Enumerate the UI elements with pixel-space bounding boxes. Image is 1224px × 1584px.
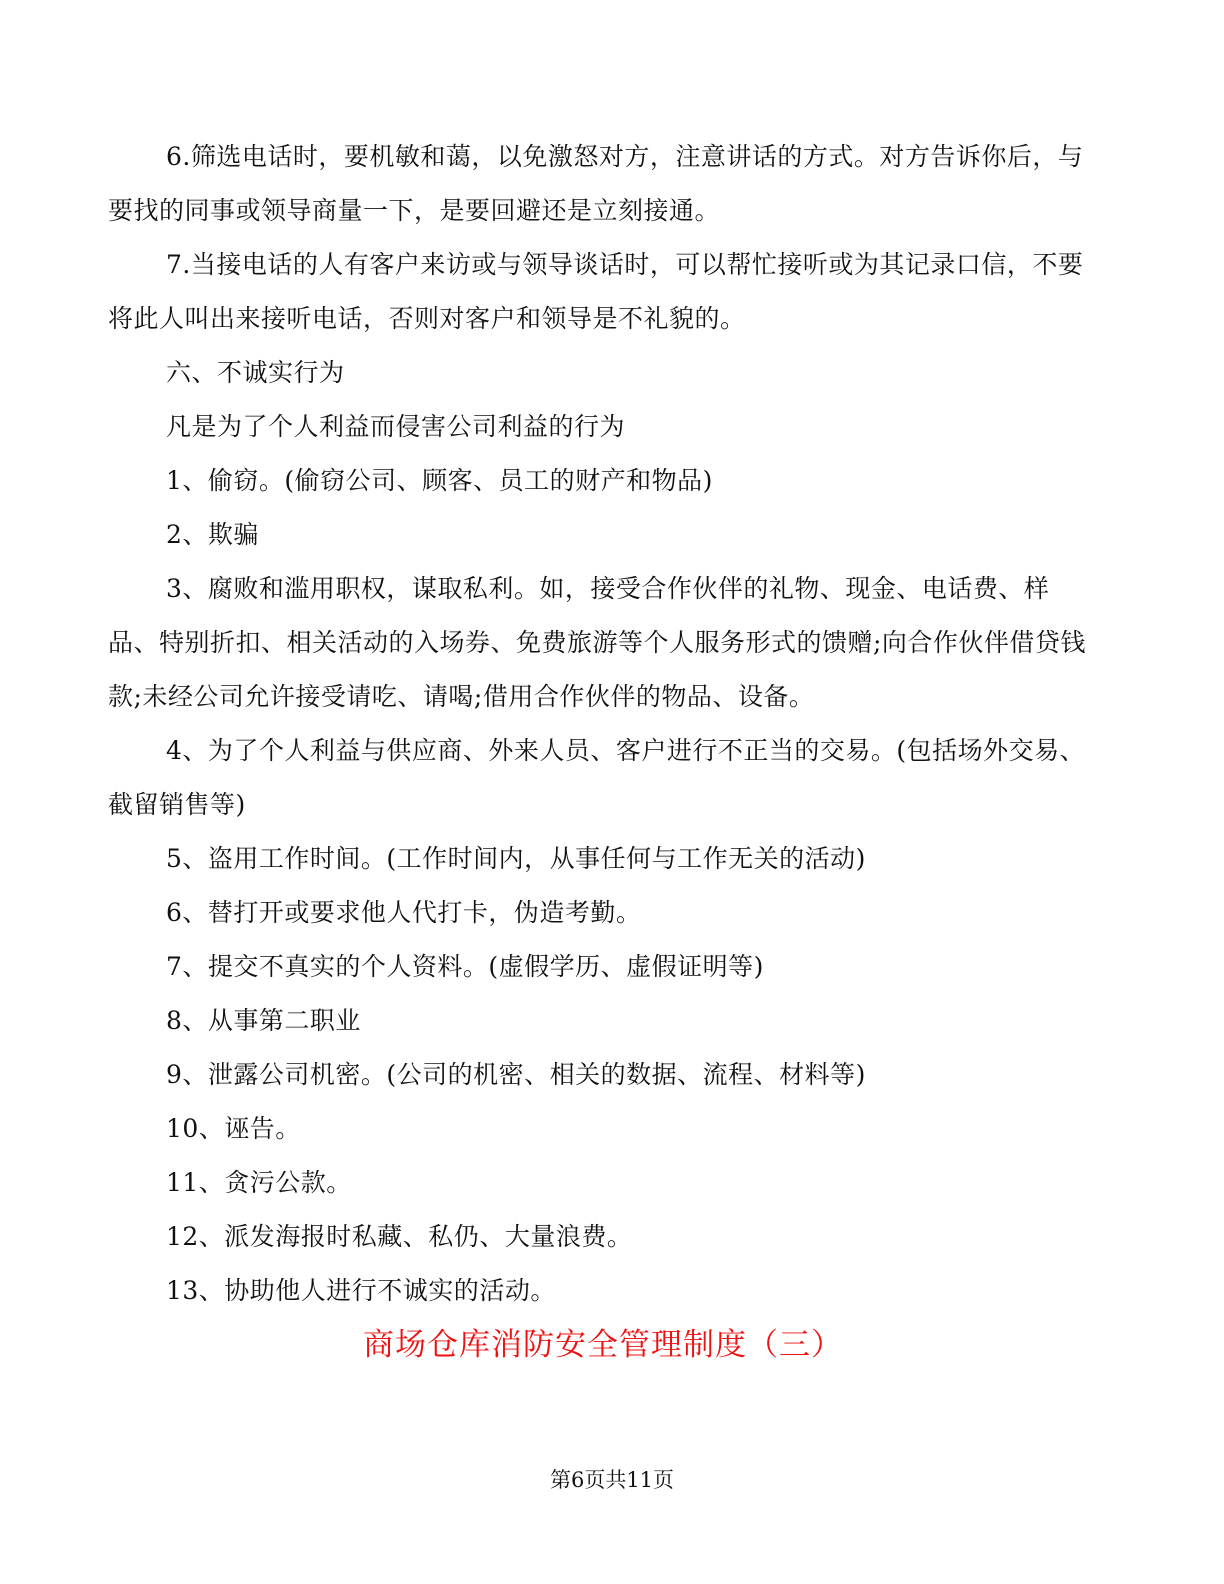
list-item: 12、派发海报时私藏、私仍、大量浪费。 (166, 1222, 633, 1251)
list-item: 11、贪污公款。 (166, 1168, 352, 1197)
section-title: 商场仓库消防安全管理制度（三） (363, 1327, 843, 1363)
paragraph: 6.筛选电话时，要机敏和蔼，以免激怒对方，注意讲话的方式。对方告诉你后，与要找的同事或领导商量一下，是要回避还是立刻接通。 (108, 142, 1084, 225)
document-body (108, 130, 1098, 1372)
paragraph: 凡是为了个人利益而侵害公司利益的行为 (166, 412, 626, 441)
list-item: 4、为了个人利益与供应商、外来人员、客户进行不正当的交易。(包括场外交易、截留销售等) (108, 736, 1086, 819)
list-item: 1、偷窃。(偷窃公司、顾客、员工的财产和物品) (166, 466, 713, 495)
list-item: 2、欺骗 (166, 520, 259, 549)
list-item: 5、盗用工作时间。(工作时间内，从事任何与工作无关的活动) (166, 844, 866, 873)
list-item: 10、诬告。 (166, 1114, 301, 1143)
paragraph: 7.当接电话的人有客户来访或与领导谈话时，可以帮忙接听或为其记录口信，不要将此人叫出来接听电话，否则对客户和领导是不礼貌的。 (108, 250, 1084, 333)
list-item: 3、腐败和滥用职权，谋取私利。如，接受合作伙伴的礼物、现金、电话费、样品、特别折扣、相关活动的入场券、免费旅游等个人服务形式的馈赠;向合作伙伴借贷钱款;未经公司允许接受请吃、请喝;借用合作伙伴的物品、设备。 (108, 574, 1086, 711)
list-item: 9、泄露公司机密。(公司的机密、相关的数据、流程、材料等) (166, 1060, 866, 1089)
list-item: 6、替打开或要求他人代打卡，伪造考勤。 (166, 898, 642, 927)
list-item: 7、提交不真实的个人资料。(虚假学历、虚假证明等) (166, 952, 764, 981)
list-item: 8、从事第二职业 (166, 1006, 361, 1035)
section-heading: 六、不诚实行为 (166, 358, 345, 387)
page-number-footer: 第6页共11页 (549, 1468, 675, 1492)
list-item: 13、协助他人进行不诚实的活动。 (166, 1276, 556, 1305)
